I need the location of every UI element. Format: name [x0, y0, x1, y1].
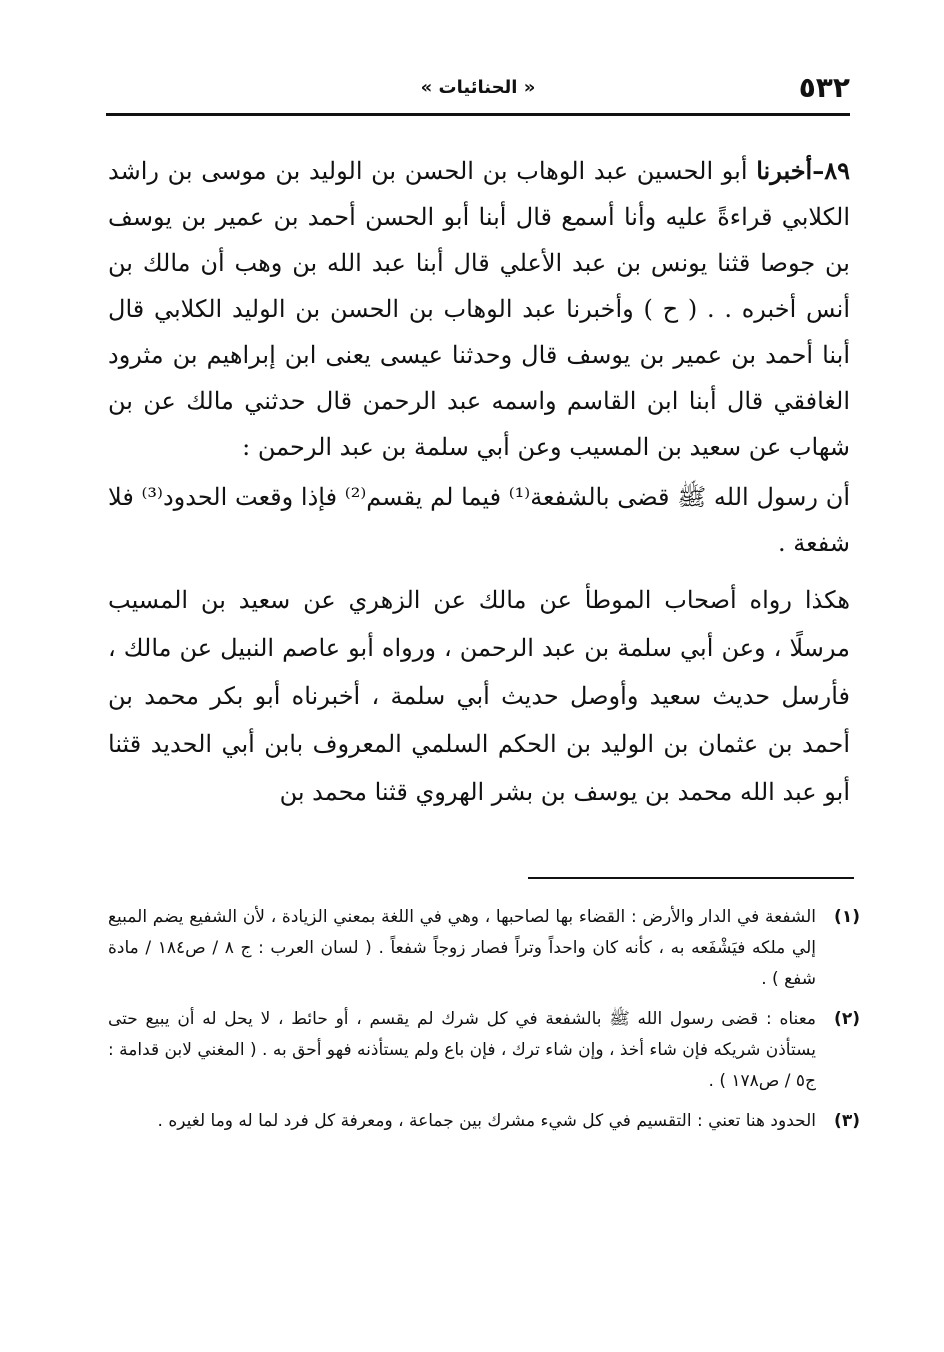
- hadith-number: ٨٩–: [812, 156, 850, 185]
- main-text: [108, 148, 850, 816]
- footnote-marker: (٢): [834, 1009, 860, 1029]
- hadith-lead-word: أخبرنا: [756, 156, 813, 185]
- hadith-isnad: [108, 148, 850, 470]
- footnote-text: الحدود هنا تعني : التقسيم في كل شيء مشرك بين جماعة ، ومعرفة كل فرد لما له وما لغيره .: [157, 1111, 816, 1131]
- footnote-3: [108, 1106, 860, 1137]
- page-header: [106, 64, 850, 112]
- running-title: « الحنائيات »: [420, 77, 536, 98]
- footnote-2: [108, 1004, 860, 1097]
- footnote-1: [108, 902, 860, 995]
- isnad-text: أبو الحسين عبد الوهاب بن الحسن بن الوليد بن موسى بن راشد الكلابي قراءةً عليه وأنا أسمع قال أبنا أبو الحسن أحمد بن عمير بن يوسف بن جوصا قثنا يونس بن عبد الأعلي قال أبنا عبد الله بن وهب أن مالك بن أنس أخبره . . ( ح ) وأخبرنا عبد الوهاب بن الحسن بن الوليد الكلابي قال أبنا أحمد بن عمير بن يوسف قال وحدثنا عيسى يعنى ابن إبراهيم بن مثرود الغافقي قال أبنا ابن القاسم واسمه عبد الرحمن قال حدثني مالك عن بن شهاب عن سعيد بن المسيب وعن أبي سلمة بن عبد الرحمن :: [108, 157, 850, 461]
- header-rule: [106, 113, 850, 116]
- takhrij-paragraph: هكذا رواه أصحاب الموطأ عن مالك عن الزهري عن سعيد بن المسيب مرسلًا ، وعن أبي سلمة بن عبد الرحمن ، ورواه أبو عاصم النبيل عن مالك ، فأرسل حديث سعيد وأوصل حديث أبي سلمة ، أخبرناه أبو بكر محمد بن أحمد بن عثمان بن الوليد بن الحكم السلمي المعروف بابن أبي الحديد قثنا أبو عبد الله محمد بن يوسف بن بشر الهروي قثنا محمد بن: [108, 586, 850, 806]
- footnote-text: معناه : قضى رسول الله ﷺ بالشفعة في كل شرك لم يقسم ، أو حائط ، لا يحل له أن يبيع حتى يستأذن شريكه فإن شاء أخذ ، وإن شاء ترك ، فإن باع ولم يستأذنه فهو أحق به . ( المغني لابن قدامة : ج٥ / ص١٧٨ ) .: [108, 1009, 816, 1091]
- hadith-matn: أن رسول الله ﷺ قضى بالشفعة⁽¹⁾ فيما لم يقسم⁽²⁾ فإذا وقعت الحدود⁽³⁾ فلا شفعة .: [108, 483, 850, 557]
- footnotes: [108, 902, 860, 1146]
- page-number: ٥٣٢: [798, 71, 850, 104]
- footnote-marker: (٣): [834, 1111, 860, 1131]
- footnote-marker: (١): [834, 907, 860, 927]
- footnote-text: الشفعة في الدار والأرض : القضاء بها لصاحبها ، وهي في اللغة بمعني الزيادة ، لأن الشفيع يضم المبيع إلي ملكه فيَشْفَعه به ، كأنه كان واحداً وتراً فصار زوجاً شفعاً . ( لسان العرب : ج ٨ / ص١٨٤ / مادة شفع ) .: [108, 907, 816, 989]
- footnote-rule: [528, 877, 854, 879]
